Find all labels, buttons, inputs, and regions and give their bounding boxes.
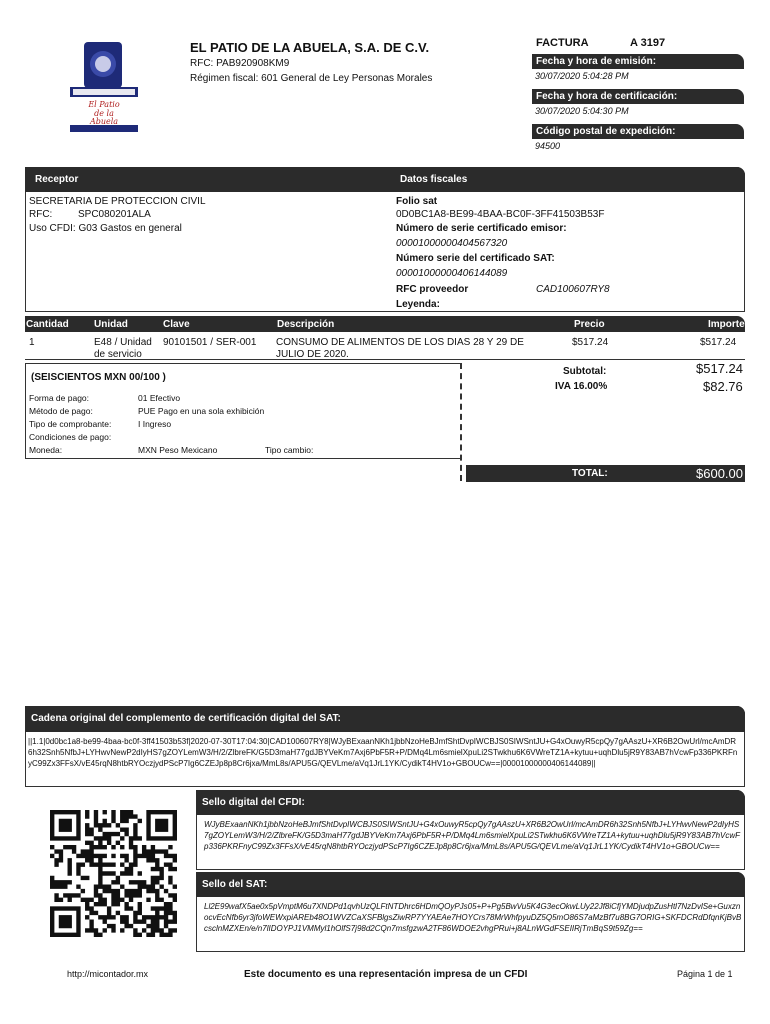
- col-price-header: Precio: [574, 319, 605, 330]
- provider-label: RFC proveedor: [396, 284, 469, 295]
- logo-script-line-1: El Patio: [88, 100, 120, 109]
- iva-label: IVA 16.00%: [555, 381, 608, 392]
- subtotal-value: $517.24: [696, 361, 743, 376]
- row-price: $517.24: [572, 337, 609, 348]
- legend-label: Leyenda:: [396, 299, 440, 310]
- row-qty: 1: [29, 337, 35, 348]
- total-value: $600.00: [696, 466, 743, 481]
- iva-value: $82.76: [703, 379, 743, 394]
- col-key-header: Clave: [163, 319, 190, 330]
- sat-seal-text: Ll2E99wafX5ae0x5pVmptM6u7XNDPd1qvhUzQLFtNTDhrc6HDmQOyPJs05+P+Pg5BwVu5K4G3ecOkwLUy22Jf8iCfjYMDjudpZusHtl7NzDvlSe+GuxznocvEcNfb6yr3jfoWEWxpiAREb48O1WVZCaXSFBlgsZiwRP7YYAEAe7HOYCrs78MrWhfpyuDZ5Q5mO86S7aMzBf7u8BG7ORIG+SKFDCRdDfqnKjBvBcsclnMZXEn/e/n7lIDOYPJ1VMMyl1hOlfS7j98d2CQn7msfgzwA2TF86WDOE2vhgPRui+j8ALnWGdFSEIIRjTmBqS9t59Zg==: [204, 902, 742, 933]
- qr-finder-pattern: [50, 810, 81, 841]
- logo-script-line-3: Abuela: [89, 117, 119, 126]
- footer-url[interactable]: http://micontador.mx: [67, 969, 149, 979]
- postal-code-label: Código postal de expedición:: [536, 126, 676, 137]
- payment-currency-value: MXN Peso Mexicano: [138, 445, 218, 455]
- payment-form-value: 01 Efectivo: [138, 393, 181, 403]
- emission-date-label: Fecha y hora de emisión:: [536, 56, 657, 67]
- receptor-fiscal-header-bar: [25, 167, 745, 192]
- col-qty-header: Cantidad: [26, 319, 69, 330]
- row-amount: $517.24: [700, 337, 737, 348]
- sat-cert-label: Número serie del certificado SAT:: [396, 253, 555, 264]
- col-desc-header: Descripción: [277, 319, 335, 330]
- logo-script-line-2: de la: [94, 109, 114, 118]
- row-unit: E48 / Unidad de servicio: [94, 337, 152, 360]
- provider-value: CAD100607RY8: [536, 284, 610, 295]
- issuer-rfc: RFC: PAB920908KM9: [190, 58, 290, 69]
- total-label: TOTAL:: [572, 468, 608, 479]
- company-logo: [64, 40, 144, 140]
- payment-type-value: I Ingreso: [138, 419, 172, 429]
- issuer-cert-label: Número de serie certificado emisor:: [396, 223, 567, 234]
- payment-exchange-label: Tipo cambio:: [265, 445, 314, 455]
- certification-date-label: Fecha y hora de certificación:: [536, 91, 678, 102]
- sat-cert-value: 00001000000406144089: [396, 268, 508, 279]
- fiscal-header: Datos fiscales: [400, 174, 468, 185]
- qr-finder-pattern: [50, 906, 81, 937]
- qr-finder-pattern: [146, 810, 177, 841]
- footer-note: Este documento es una representación impresa de un CFDI: [244, 969, 528, 980]
- issuer-regime: Régimen fiscal: 601 General de Ley Personas Morales: [190, 73, 433, 84]
- postal-code-header: [532, 124, 744, 139]
- receptor-uso-cfdi: Uso CFDI: G03 Gastos en general: [29, 223, 182, 234]
- issuer-cert-value: 00001000000404567320: [396, 238, 508, 249]
- receptor-header: Receptor: [35, 174, 79, 185]
- digital-seal-text: WJyBExaanNKh1jbbNzoHeBJmfShtDvpIWCBJS0SIWSntJU+G4xOuwyR5cpQy7gAAszU+XR6B2OwUrl/mcAmDR6h32Snh5NfbJ+LYHwvNewP2dIyHS7gZOYLemW3/H/2/ZlbreFK/G5D3maH77gdJBYVeKm7Axj6PbF5R+P/DMq4Lm6smielXpuLi2STwkhu6K6VWreTZ1A+kytuu+uqhDlu5jR9Y83AB7hVcwFp336PKRFnyC99Zx3FFsX/vE45rqN8htbRYOczjydPScP7Ig6CZEJp8p8Cr6jxa/MmL8s/APU5G/QEVLme/aVq1JrL1YK/CydikT4HV1o+GBOUCw==: [204, 820, 741, 851]
- qr-code: [50, 810, 177, 937]
- receptor-rfc-label: RFC:: [29, 209, 53, 220]
- items-table-header: [25, 316, 745, 332]
- issuer-name: EL PATIO DE LA ABUELA, S.A. DE C.V.: [190, 40, 430, 55]
- payment-currency-label: Moneda:: [29, 445, 63, 455]
- chain-text: ||1.1|0d0bc1a8-be99-4baa-bc0f-3ff41503b53f|2020-07-30T17:04:30|CAD100607RY8|WJyBExaanNKh1jbbNzoHeBJmfShtDvpIWCBJS0SIWSntJU+G4xOuwyR5cpQy7gAAszU+XR6B2OwUrl/mcAmDR6h32Snh5NfbJ+LYHwvNewP2dIyHS7gZOYLemW3/H/2/ZlbreFK/G5D3maH77gdJBYVeKm7Axj6PbF5R+P/DMq4Lm6smielXpuLi2STwkhu6K6VWreTZ1A+kytuu+uqhDlu5jR9Y83AB7hVcwFp336PKRFnyC99Zx3FFsX/vE45rqN8htbRYOczjydPScP7Ig6CZEJp8p8Cr6jxa/MmL8s/APU5G/QEVLme/aVq1JrL1YK/CydikT4HV1o+GBOUCw==|00001000000406144089||: [28, 737, 738, 768]
- qr-code-icon: [50, 810, 177, 937]
- row-key: 90101501 / SER-001: [163, 337, 257, 348]
- folio-value: 0D0BC1A8-BE99-4BAA-BC0F-3FF41503B53F: [396, 209, 605, 220]
- payment-conditions-label: Condiciones de pago:: [29, 432, 112, 442]
- invoice-label: FACTURA: [536, 37, 589, 49]
- receptor-name: SECRETARIA DE PROTECCION CIVIL: [29, 196, 206, 207]
- subtotal-label: Subtotal:: [563, 366, 607, 377]
- certification-date-value: 30/07/2020 5:04:30 PM: [535, 106, 629, 116]
- payment-form-label: Forma de pago:: [29, 393, 90, 403]
- items-divider: [25, 359, 745, 360]
- postal-code-value: 94500: [535, 141, 561, 151]
- receptor-rfc-value: SPC080201ALA: [78, 209, 151, 220]
- chain-header: Cadena original del complemento de certificación digital del SAT:: [31, 713, 341, 724]
- digital-seal-header: Sello digital del CFDI:: [202, 797, 305, 808]
- payment-type-label: Tipo de comprobante:: [29, 419, 112, 429]
- payment-box-dashed-edge: [460, 363, 462, 481]
- sat-seal-header-bar: [196, 872, 745, 897]
- footer-page: Página 1 de 1: [677, 969, 733, 979]
- sat-seal-header: Sello del SAT:: [202, 879, 268, 890]
- col-unit-header: Unidad: [94, 319, 128, 330]
- col-amount-header: Importe: [708, 319, 745, 330]
- invoice-number: A 3197: [630, 37, 666, 49]
- certification-date-header: [532, 89, 744, 104]
- emission-date-header: [532, 54, 744, 69]
- payment-method-label: Método de pago:: [29, 406, 93, 416]
- amount-in-words: (SEISCIENTOS MXN 00/100 ): [31, 372, 166, 383]
- emission-date-value: 30/07/2020 5:04:28 PM: [535, 71, 629, 81]
- payment-method-value: PUE Pago en una sola exhibición: [138, 406, 265, 416]
- row-desc: CONSUMO DE ALIMENTOS DE LOS DIAS 28 Y 29 DE JULIO DE 2020.: [276, 337, 524, 360]
- folio-label: Folio sat: [396, 196, 438, 207]
